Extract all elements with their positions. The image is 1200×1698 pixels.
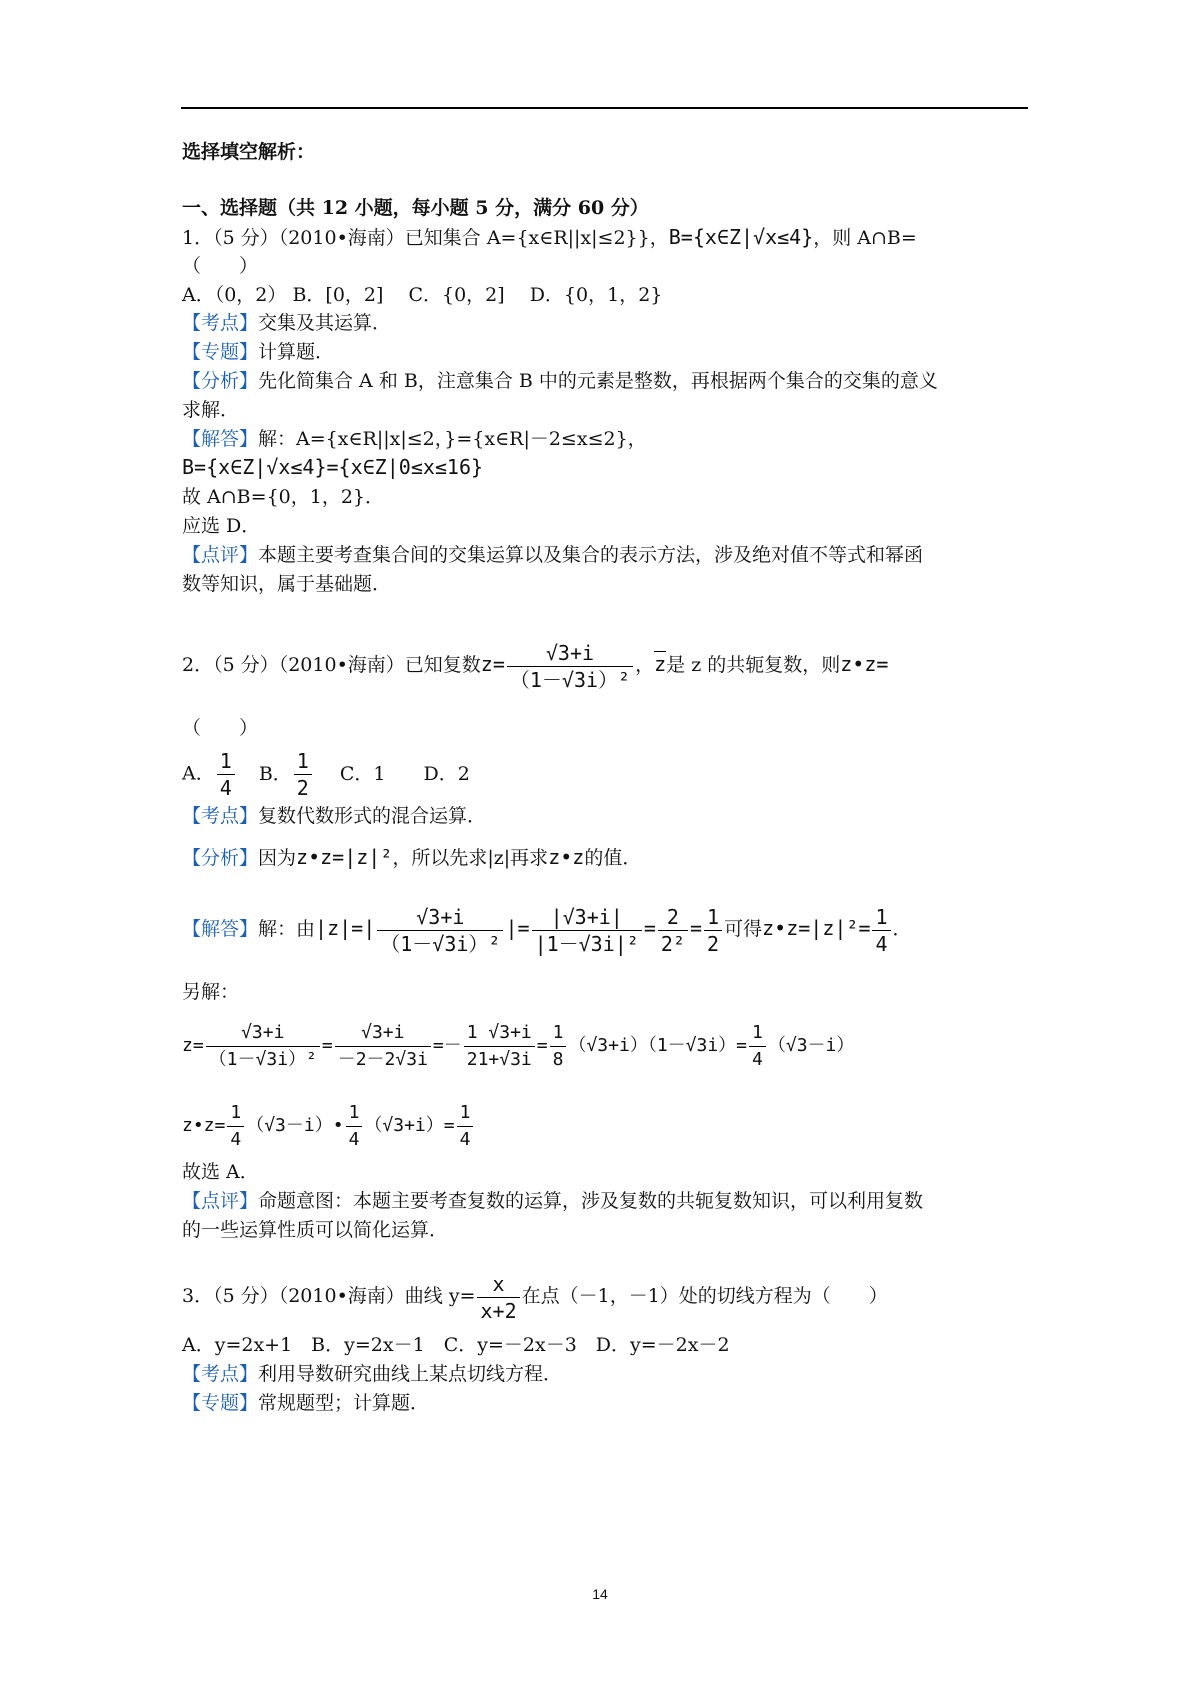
fenxi-label: 【分析】 bbox=[182, 847, 259, 869]
kaodian-label: 【考点】 bbox=[182, 312, 259, 334]
q2-product: z•z= $\frac{1}{4}$ （√3－i）• $\frac{1}{4}$ （√3+i）= $\frac{1}{4}$ bbox=[182, 1098, 475, 1154]
q3-options: A．y=2x+1 B．y=2x－1 C．y=－2x－3 D．y=－2x－2 bbox=[182, 1334, 730, 1356]
q2-fenxi: 【分析】因为z•z=|z|²，所以先求|z|再求z•z的值． bbox=[182, 845, 642, 869]
fraction: $\frac{1}{4}$ bbox=[227, 1100, 244, 1153]
q1-jieda: 【解答】解：A={x∈R||x|≤2，}={x∈R|－2≤x≤2}， bbox=[182, 428, 647, 450]
q2-zzbar: z•z= bbox=[840, 652, 889, 676]
jieda-label: 【解答】 bbox=[182, 428, 259, 450]
q1-set-b: B={x∈Z|√x≤4} bbox=[668, 225, 814, 249]
zhuanti-label: 【专题】 bbox=[182, 1392, 259, 1414]
q2-z-fraction: $\frac{√3+i}{\text{（1－√3i）²}}$ bbox=[507, 640, 633, 693]
kaodian-label: 【考点】 bbox=[182, 1363, 259, 1385]
zhuanti-label: 【专题】 bbox=[182, 341, 259, 363]
q1-jieda-set-b: B={x∈Z|√x≤4}={x∈Z|0≤x≤16} bbox=[182, 455, 484, 479]
q3-fraction: $\frac{x}{x+2}$ bbox=[477, 1271, 519, 1324]
fraction: $\frac{√3+i}{\text{（1－√3i）²}}$ bbox=[206, 1020, 320, 1073]
q2-dianping: 【点评】命题意图：本题主要考查复数的运算，涉及复数的共轭复数知识，可以利用复数 bbox=[182, 1190, 924, 1212]
fraction: $\frac{1}{4}$ bbox=[872, 904, 890, 957]
jieda-label: 【解答】 bbox=[182, 918, 259, 940]
q1-answer: 应选 D． bbox=[182, 515, 261, 537]
q1-kaodian: 【考点】交集及其运算． bbox=[182, 312, 392, 334]
kaodian-label: 【考点】 bbox=[182, 805, 259, 827]
dianping-label: 【点评】 bbox=[182, 544, 259, 566]
fraction: $\frac{2}{\text{2²}}$ bbox=[658, 904, 688, 957]
fraction: $\frac{√3+i}{\text{（1－√3i）²}}$ bbox=[377, 904, 503, 957]
q2-stem: 2．（5 分）（2010•海南）已知复数z= $\frac{√3+i}{\text{（1－√3i）²}}$ ，z是 z 的共轭复数，则z•z= bbox=[182, 640, 889, 692]
q1-fenxi-cont: 求解． bbox=[182, 399, 240, 421]
q3-stem: 3．（5 分）（2010•海南）曲线 y= $\frac{x}{x+2}$ 在点（－1，－1）处的切线方程为（ ） bbox=[182, 1271, 888, 1323]
fraction: $\frac{|√3+i|}{\text{|1－√3i|²}}$ bbox=[532, 904, 642, 957]
fraction: $\frac{1}{2}$ bbox=[704, 904, 722, 957]
q2-jieda: 【解答】解：由|z|=| $\frac{√3+i}{\text{（1－√3i）²}}$ |= $\frac{|√3+i|}{\text{|1－√3i|²}}$ = $\frac{2}{\text{2²}}$ = $\frac{1}{2}$ 可得z•z=|z|²= $\frac{1}{4}$ ． bbox=[182, 904, 912, 956]
q2-answer: 故选 A． bbox=[182, 1161, 259, 1183]
fraction: $\frac{√3+i}{-2-2√3i}$ bbox=[335, 1020, 431, 1073]
q1-zhuanti: 【专题】计算题． bbox=[182, 341, 335, 363]
fraction: $\frac{1 √3+i}{21+√3i}$ bbox=[464, 1020, 535, 1073]
fraction: $\frac{1}{4}$ bbox=[457, 1100, 474, 1153]
fenxi-label: 【分析】 bbox=[182, 370, 259, 392]
q2-option-a-fraction: $\frac{1}{4}$ bbox=[217, 748, 235, 801]
q2-option-b-fraction: $\frac{1}{2}$ bbox=[294, 748, 312, 801]
q1-dianping: 【点评】本题主要考查集合间的交集运算以及集合的表示方法，涉及绝对值不等式和幂函 bbox=[182, 544, 924, 566]
header-rule bbox=[181, 107, 1028, 109]
q2-zbar: z bbox=[654, 652, 667, 676]
q1-dianping-cont: 数等知识，属于基础题． bbox=[182, 573, 392, 595]
q2-options: A． $\frac{1}{4}$ B． $\frac{1}{2}$ C．1 D．2 bbox=[182, 749, 470, 800]
page-number: 14 bbox=[592, 1586, 608, 1602]
q2-alt-derivation: z= $\frac{√3+i}{\text{（1－√3i）²}}$ = $\frac{√3+i}{-2-2√3i}$ =－ $\frac{1 √3+i}{21+√3i}$ = $\frac{1}{8}$ （√3+i）（1－√3i）= $\frac{1}{4}$ （√3－i） bbox=[182, 1018, 854, 1074]
q3-kaodian: 【考点】利用导数研究曲线上某点切线方程． bbox=[182, 1363, 563, 1385]
section-title: 选择填空解析： bbox=[182, 141, 316, 163]
q1-paren: （ ） bbox=[182, 255, 259, 277]
q2-kaodian: 【考点】复数代数形式的混合运算． bbox=[182, 805, 487, 827]
q1-fenxi: 【分析】先化简集合 A 和 B，注意集合 B 中的元素是整数，再根据两个集合的交集的意义 bbox=[182, 370, 938, 392]
q3-zhuanti: 【专题】常规题型；计算题． bbox=[182, 1392, 430, 1414]
fraction: $\frac{1}{4}$ bbox=[749, 1020, 766, 1073]
q1-stem: 1．（5 分）（2010•海南）已知集合 A={x∈R||x|≤2}}，B={x∈Z|√x≤4}，则 A∩B= bbox=[182, 225, 917, 249]
fraction: $\frac{1}{8}$ bbox=[550, 1020, 567, 1073]
part-title: 一、选择题（共 12 小题，每小题 5 分，满分 60 分） bbox=[182, 197, 649, 219]
q1-options: A．（0，2） B．[0，2] C．{0，2] D．{0，1，2} bbox=[182, 284, 663, 306]
dianping-label: 【点评】 bbox=[182, 1190, 259, 1212]
q1-jieda-result: 故 A∩B={0，1，2}． bbox=[182, 486, 385, 508]
fraction: $\frac{1}{4}$ bbox=[346, 1100, 363, 1153]
q2-paren: （ ） bbox=[182, 717, 259, 739]
q2-dianping-cont: 的一些运算性质可以简化运算． bbox=[182, 1219, 449, 1241]
q2-alt-label: 另解： bbox=[182, 981, 240, 1003]
